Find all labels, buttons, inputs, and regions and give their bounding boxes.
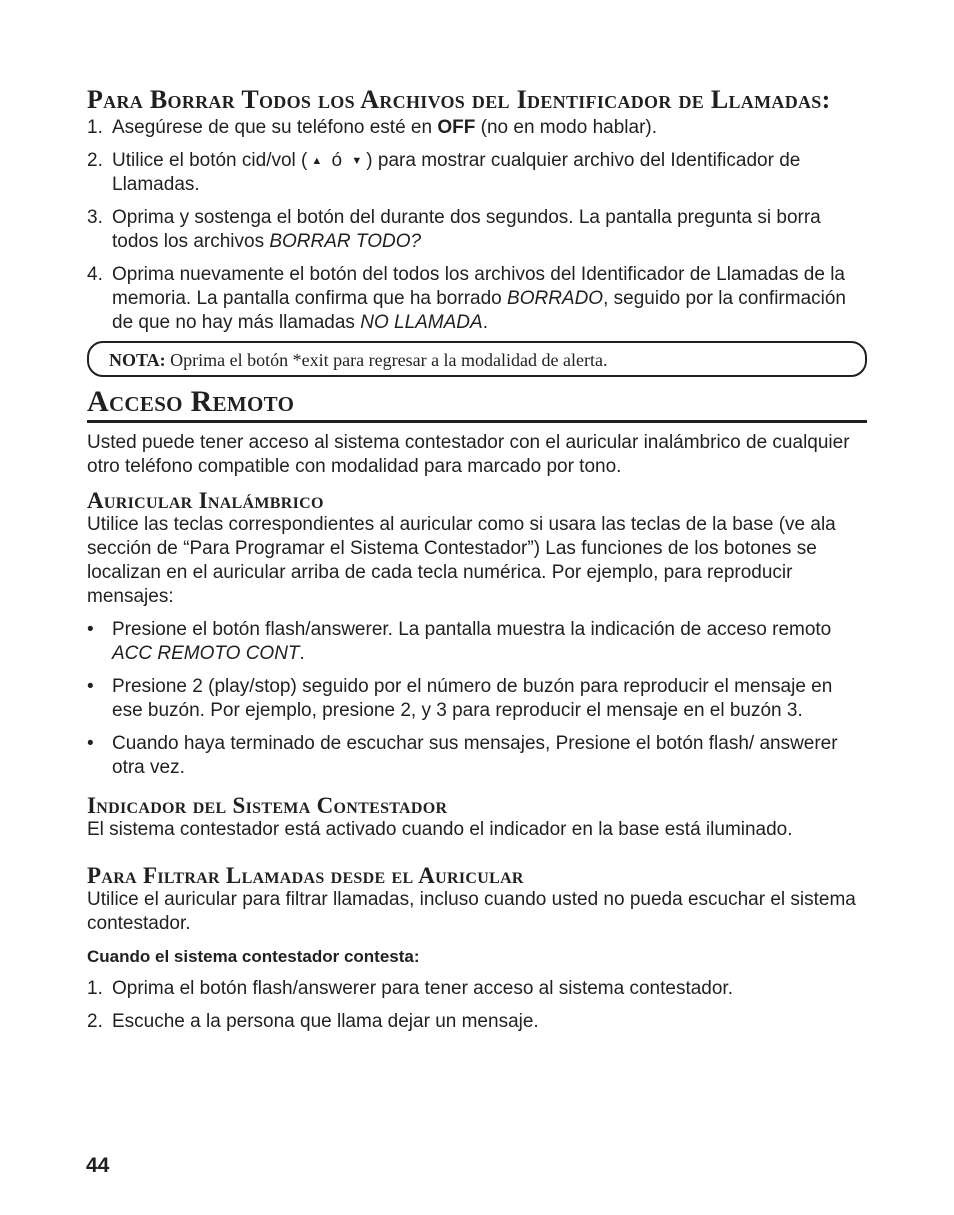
filtrar-intro: Utilice el auricular para filtrar llamadas, incluso cuando usted no pueda escuchar el sistema contestador. [87, 889, 856, 934]
note-box [87, 341, 867, 377]
step-item [87, 116, 867, 140]
step-number: 1. [87, 978, 103, 999]
note-text: Oprima el botón *exit para regresar a la modalidad de alerta. [165, 350, 608, 370]
heading-filtrar-llamadas: Para Filtrar Llamadas desde el Auricular [87, 863, 524, 888]
step-item [87, 977, 867, 1001]
acceso-remoto-intro: Usted puede tener acceso al sistema contestador con el auricular inalámbrico de cualquier otro teléfono compatible con modalidad para marcado por tono. [87, 432, 850, 477]
step-text: , seguido por la confirmación de que no hay más llamadas [112, 288, 847, 333]
step-item [87, 149, 867, 197]
step-item [87, 1010, 867, 1034]
step-text: Escuche a la persona que llama dejar un mensaje. [112, 1011, 539, 1032]
step-number: 1. [87, 117, 103, 138]
step-text: Oprima y sostenga el botón del durante dos segundos. La pantalla pregunta si borra todos los archivos [112, 207, 821, 252]
page-number: 44 [86, 1154, 110, 1177]
note-label: NOTA: [109, 350, 166, 370]
step-text: Asegúrese de que su teléfono esté en [112, 117, 438, 138]
auricular-intro: Utilice las teclas correspondientes al auricular como si usara las teclas de la base (ve ala sección de “Para Programar el Sistema Contestador”) Las funciones de los botones se localizan en el auricular arriba de cada tecla numérica. Por ejemplo, para reproducir mensajes: [87, 514, 836, 607]
bullet-item [87, 675, 867, 723]
bullet-text: . [299, 643, 305, 664]
bullet-mark: • [87, 733, 94, 754]
steps-filtrar-list [87, 977, 867, 1034]
step-text: (no en modo hablar). [475, 117, 658, 138]
steps-borrar-list [87, 116, 867, 335]
step-bold: OFF [437, 117, 476, 138]
bullet-item [87, 618, 867, 666]
step-text: Oprima el botón flash/answerer para tener acceso al sistema contestador. [112, 978, 733, 999]
auricular-bullet-list [87, 618, 867, 780]
down-triangle-icon: ▼ [351, 155, 363, 167]
step-text: ) para mostrar cualquier archivo del Identificador de Llamadas. [112, 150, 801, 195]
step-number: 3. [87, 207, 103, 228]
up-triangle-icon: ▲ [311, 155, 323, 167]
display-text: ACC REMOTO CONT [112, 643, 300, 664]
bullet-text: Cuando haya terminado de escuchar sus mensajes, Presione el botón flash/ answerer otra vez. [112, 733, 838, 778]
bullet-mark: • [87, 676, 94, 697]
step-number: 2. [87, 1011, 103, 1032]
heading-borrar-archivos: Para Borrar Todos los Archivos del Identificador de Llamadas: [87, 85, 831, 114]
display-text: BORRAR TODO? [269, 231, 422, 252]
step-number: 2. [87, 150, 103, 171]
display-text: BORRADO [507, 288, 604, 309]
bullet-mark: • [87, 619, 94, 640]
step-number: 4. [87, 264, 103, 285]
bullet-text: Presione 2 (play/stop) seguido por el número de buzón para reproducir el mensaje en ese buzón. Por ejemplo, presione 2, y 3 para reproducir el mensaje en el buzón 3. [112, 676, 833, 721]
step-item [87, 206, 867, 254]
step-text: Oprima nuevamente el botón del todos los archivos del Identificador de Llamadas de la memoria. La pantalla confirma que ha borrado [112, 264, 845, 309]
heading-acceso-remoto: Acceso Remoto [87, 385, 295, 418]
display-text: NO LLAMADA [360, 312, 483, 333]
step-text: . [482, 312, 488, 333]
page-content [87, 84, 867, 1043]
heading-auricular-inalambrico: Auricular Inalámbrico [87, 488, 324, 513]
step-text: ó [326, 150, 348, 171]
step-text: Utilice el botón cid/vol ( [112, 150, 308, 171]
heading-indicador: Indicador del Sistema Contestador [87, 793, 448, 818]
step-item [87, 263, 867, 335]
bullet-text: Presione el botón flash/answerer. La pantalla muestra la indicación de acceso remoto [112, 619, 832, 640]
bullet-item [87, 732, 867, 780]
heading-rule [87, 420, 867, 423]
indicador-text: El sistema contestador está activado cuando el indicador en la base está iluminado. [87, 819, 793, 840]
filtrar-label: Cuando el sistema contestador contesta: [87, 947, 420, 966]
